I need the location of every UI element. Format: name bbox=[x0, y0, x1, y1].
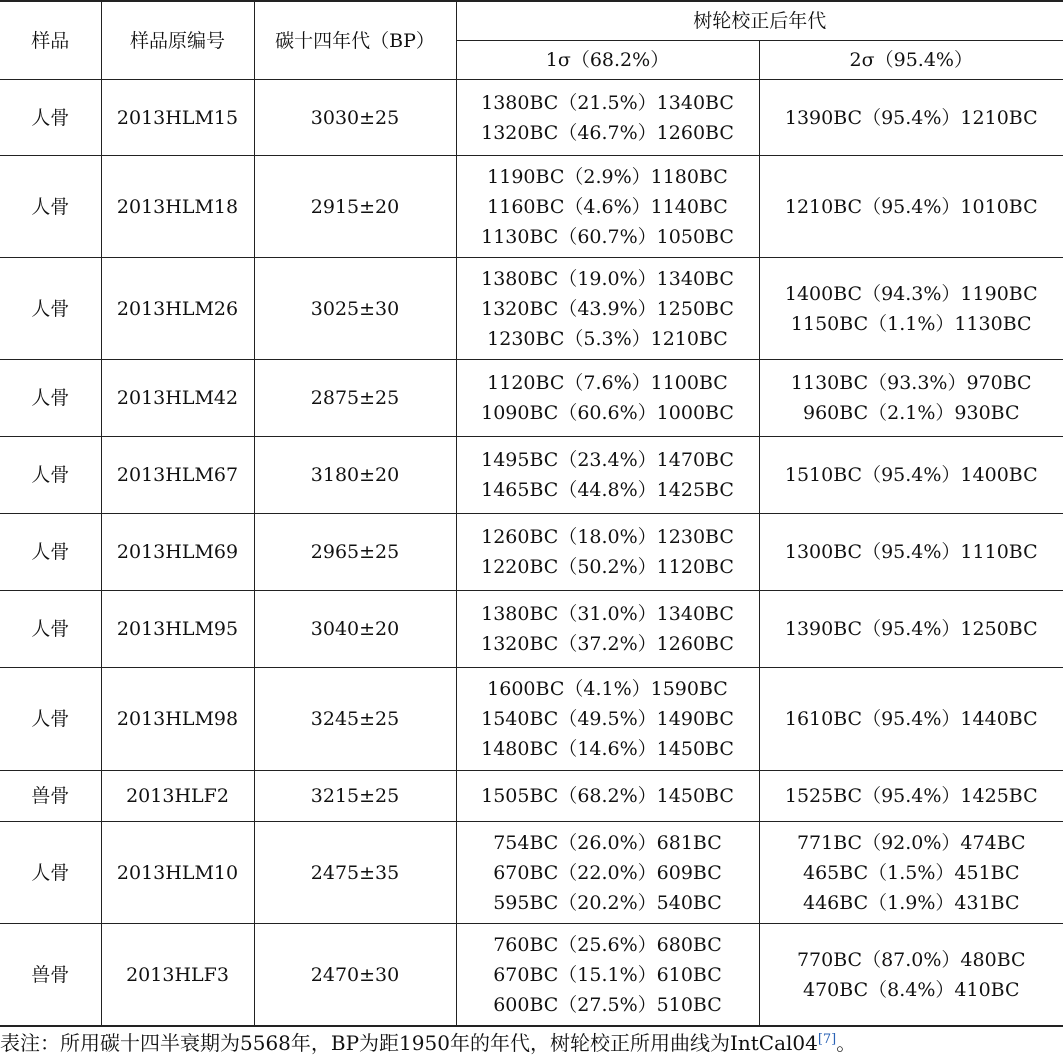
sample-cell: 人骨 bbox=[0, 514, 101, 591]
table-body bbox=[0, 80, 1063, 1027]
calibrated-range: 1610BC（95.4%）1440BC bbox=[760, 704, 1063, 734]
header-sample: 样品 bbox=[0, 1, 101, 80]
calibrated-range: 1160BC（4.6%）1140BC bbox=[457, 192, 759, 222]
original-id-cell: 2013HLM42 bbox=[101, 360, 254, 437]
table-row bbox=[0, 668, 1063, 771]
calibrated-range: 1300BC（95.4%）1110BC bbox=[760, 537, 1063, 567]
reference-link[interactable]: [7] bbox=[818, 1032, 836, 1047]
original-id-cell: 2013HLF2 bbox=[101, 771, 254, 822]
sigma1-cell bbox=[456, 924, 759, 1027]
original-id-cell: 2013HLM67 bbox=[101, 437, 254, 514]
calibrated-range: 760BC（25.6%）680BC bbox=[457, 930, 759, 960]
calibrated-range: 770BC（87.0%）480BC bbox=[760, 945, 1063, 975]
c14-age-cell: 3180±20 bbox=[254, 437, 456, 514]
sample-cell: 人骨 bbox=[0, 437, 101, 514]
c14-age-cell: 3215±25 bbox=[254, 771, 456, 822]
original-id-cell: 2013HLM10 bbox=[101, 822, 254, 924]
sigma1-cell bbox=[456, 668, 759, 771]
calibrated-range: 1090BC（60.6%）1000BC bbox=[457, 398, 759, 428]
sigma2-cell bbox=[759, 924, 1063, 1027]
c14-age-cell: 3040±20 bbox=[254, 591, 456, 668]
table-note-end: 。 bbox=[836, 1031, 856, 1055]
sample-cell: 人骨 bbox=[0, 258, 101, 360]
calibrated-range: 1380BC（19.0%）1340BC bbox=[457, 264, 759, 294]
calibrated-range: 1390BC（95.4%）1210BC bbox=[760, 103, 1063, 133]
c14-age-cell: 3025±30 bbox=[254, 258, 456, 360]
header-original-id: 样品原编号 bbox=[101, 1, 254, 80]
calibrated-range: 754BC（26.0%）681BC bbox=[457, 828, 759, 858]
sample-cell: 兽骨 bbox=[0, 771, 101, 822]
original-id-cell: 2013HLM15 bbox=[101, 80, 254, 156]
original-id-cell: 2013HLM95 bbox=[101, 591, 254, 668]
sample-cell: 人骨 bbox=[0, 822, 101, 924]
calibrated-range: 465BC（1.5%）451BC bbox=[760, 858, 1063, 888]
c14-age-cell: 3245±25 bbox=[254, 668, 456, 771]
calibrated-range: 470BC（8.4%）410BC bbox=[760, 975, 1063, 1005]
c14-age-cell: 2875±25 bbox=[254, 360, 456, 437]
calibrated-range: 1525BC（95.4%）1425BC bbox=[760, 781, 1063, 811]
calibrated-range: 1510BC（95.4%）1400BC bbox=[760, 460, 1063, 490]
table-row bbox=[0, 924, 1063, 1027]
c14-age-cell: 2470±30 bbox=[254, 924, 456, 1027]
calibrated-range: 1505BC（68.2%）1450BC bbox=[457, 781, 759, 811]
calibrated-range: 1400BC（94.3%）1190BC bbox=[760, 279, 1063, 309]
header-calibrated: 树轮校正后年代 bbox=[456, 1, 1063, 41]
original-id-cell: 2013HLM26 bbox=[101, 258, 254, 360]
calibrated-range: 595BC（20.2%）540BC bbox=[457, 888, 759, 918]
calibrated-range: 446BC（1.9%）431BC bbox=[760, 888, 1063, 918]
sigma2-cell bbox=[759, 771, 1063, 822]
calibrated-range: 1230BC（5.3%）1210BC bbox=[457, 324, 759, 354]
sigma2-cell bbox=[759, 156, 1063, 258]
table-note-text: 表注：所用碳十四半衰期为5568年，BP为距1950年的年代，树轮校正所用曲线为IntCal04 bbox=[0, 1031, 818, 1055]
table-row bbox=[0, 591, 1063, 668]
sigma2-cell bbox=[759, 822, 1063, 924]
calibrated-range: 1320BC（46.7%）1260BC bbox=[457, 118, 759, 148]
header-sigma2: 2σ（95.4%） bbox=[759, 41, 1063, 80]
calibrated-range: 1130BC（93.3%）970BC bbox=[760, 368, 1063, 398]
sigma1-cell bbox=[456, 437, 759, 514]
sample-cell: 人骨 bbox=[0, 591, 101, 668]
sample-cell: 兽骨 bbox=[0, 924, 101, 1027]
table-note bbox=[0, 1025, 856, 1058]
table-row bbox=[0, 822, 1063, 924]
calibrated-range: 960BC（2.1%）930BC bbox=[760, 398, 1063, 428]
sigma1-cell bbox=[456, 80, 759, 156]
c14-age-cell: 2915±20 bbox=[254, 156, 456, 258]
sigma2-cell bbox=[759, 80, 1063, 156]
table-row bbox=[0, 156, 1063, 258]
sigma1-cell bbox=[456, 360, 759, 437]
table-row bbox=[0, 514, 1063, 591]
calibrated-range: 1260BC（18.0%）1230BC bbox=[457, 522, 759, 552]
calibrated-range: 1495BC（23.4%）1470BC bbox=[457, 445, 759, 475]
sigma1-cell bbox=[456, 591, 759, 668]
c14-age-cell: 2965±25 bbox=[254, 514, 456, 591]
table-row bbox=[0, 771, 1063, 822]
sigma2-cell bbox=[759, 258, 1063, 360]
calibrated-range: 1380BC（21.5%）1340BC bbox=[457, 88, 759, 118]
sample-cell: 人骨 bbox=[0, 156, 101, 258]
sample-cell: 人骨 bbox=[0, 80, 101, 156]
sigma2-cell bbox=[759, 360, 1063, 437]
sample-cell: 人骨 bbox=[0, 360, 101, 437]
calibrated-range: 1320BC（37.2%）1260BC bbox=[457, 629, 759, 659]
calibrated-range: 1380BC（31.0%）1340BC bbox=[457, 599, 759, 629]
sigma2-cell bbox=[759, 514, 1063, 591]
sigma2-cell bbox=[759, 591, 1063, 668]
c14-age-cell: 2475±35 bbox=[254, 822, 456, 924]
calibrated-range: 771BC（92.0%）474BC bbox=[760, 828, 1063, 858]
c14-age-cell: 3030±25 bbox=[254, 80, 456, 156]
calibrated-range: 670BC（22.0%）609BC bbox=[457, 858, 759, 888]
original-id-cell: 2013HLF3 bbox=[101, 924, 254, 1027]
calibrated-range: 1600BC（4.1%）1590BC bbox=[457, 674, 759, 704]
header-sigma1: 1σ（68.2%） bbox=[456, 41, 759, 80]
calibrated-range: 1540BC（49.5%）1490BC bbox=[457, 704, 759, 734]
calibrated-range: 1220BC（50.2%）1120BC bbox=[457, 552, 759, 582]
sigma1-cell bbox=[456, 822, 759, 924]
table-row bbox=[0, 258, 1063, 360]
calibrated-range: 1480BC（14.6%）1450BC bbox=[457, 734, 759, 764]
calibrated-range: 600BC（27.5%）510BC bbox=[457, 990, 759, 1020]
calibrated-range: 1465BC（44.8%）1425BC bbox=[457, 475, 759, 505]
sigma1-cell bbox=[456, 258, 759, 360]
table-row bbox=[0, 360, 1063, 437]
original-id-cell: 2013HLM69 bbox=[101, 514, 254, 591]
calibrated-range: 1150BC（1.1%）1130BC bbox=[760, 309, 1063, 339]
sigma2-cell bbox=[759, 437, 1063, 514]
sigma1-cell bbox=[456, 771, 759, 822]
calibrated-range: 1210BC（95.4%）1010BC bbox=[760, 192, 1063, 222]
sigma1-cell bbox=[456, 514, 759, 591]
original-id-cell: 2013HLM98 bbox=[101, 668, 254, 771]
header-c14-age: 碳十四年代（BP） bbox=[254, 1, 456, 80]
calibrated-range: 1120BC（7.6%）1100BC bbox=[457, 368, 759, 398]
calibrated-range: 1320BC（43.9%）1250BC bbox=[457, 294, 759, 324]
calibrated-range: 670BC（15.1%）610BC bbox=[457, 960, 759, 990]
calibrated-range: 1390BC（95.4%）1250BC bbox=[760, 614, 1063, 644]
table-row bbox=[0, 80, 1063, 156]
sigma2-cell bbox=[759, 668, 1063, 771]
sample-cell: 人骨 bbox=[0, 668, 101, 771]
sigma1-cell bbox=[456, 156, 759, 258]
calibrated-range: 1130BC（60.7%）1050BC bbox=[457, 222, 759, 252]
calibrated-range: 1190BC（2.9%）1180BC bbox=[457, 162, 759, 192]
table-row bbox=[0, 437, 1063, 514]
original-id-cell: 2013HLM18 bbox=[101, 156, 254, 258]
